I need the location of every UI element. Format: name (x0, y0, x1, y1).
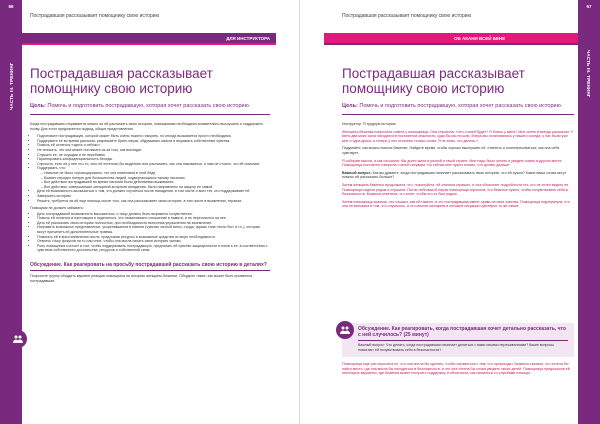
right-discussion-title: Обсуждение. Как реагировать, когда пострадавшая хочет детально рассказать, что с ней случилось? (25 минут) (358, 326, 566, 338)
right-band-stripe (324, 43, 578, 45)
right-instructor-line: Инструктор. Я трудную историю. (342, 122, 397, 126)
left-side-label: ЧАСТЬ III. ТРЕНИНГ (9, 62, 14, 110)
right-section-band (324, 33, 578, 43)
list-item: • Завершить историю. (37, 194, 270, 199)
left-goal (30, 103, 270, 110)
left-section-band (22, 33, 276, 43)
right-closing-text (342, 362, 574, 376)
list-item: • Исправить возможное представление, укоренившееся в памяти (чувство личной вины, стыда, фразы типа «если бы» и т.п.), которые могут причинить ей дополнительные травмы. (37, 225, 270, 234)
list-item: • Поддержите её во время рассказа; разрешайте брать паузы, обдумывать мысли и выражать собственные чувства. (37, 139, 270, 144)
left-side-strip (0, 0, 22, 424)
right-band-label: ОБ АКАНИ ВСЕЙ БЕНЕ (454, 35, 506, 41)
list-item: • Дать ей возможность высказаться о том, что должно случиться после нападения, в том числе о всех тех, кто поддерживает её. (37, 189, 270, 194)
left-sub-list (37, 171, 270, 189)
right-goal (342, 103, 574, 110)
left-discussion (30, 262, 270, 283)
right-paragraph: Я собираю мысли, и как слышала. Мы долго жили в разной и такой стране. Мне надо было уехать и увидеть жизнь в другом месте. Помощница постоянно говорила о моей ситуации. Но сейчас мне нужно понять, что делать дальше. (342, 158, 563, 168)
list-item: • Дать ей рассказать свою историю полностью, при необходимости выполнив упражнения на заземление. (37, 221, 270, 226)
list-item: • Поддержать, что: – Насилие не было спровоцировано, что она невиновна в этой беде. – Бывает нередко потерю для большинства людей, подвергающихся такому насилию. – Все действия пострадавшей во время насилия были действиями выживания. – Все действия, совершаемые женщиной во время нападения, были направлены на защиту ее самой. (37, 166, 270, 189)
right-goal-divider (342, 114, 574, 115)
left-band-stripe (22, 43, 276, 45)
left-discussion-text: Попросите группу обсудить вариант реакции помощника на историю женщины-беженки. Обсудите также, как может быть проявлена пострадавшая. (30, 274, 253, 283)
list-item: • Помочь ей остаться в настоящем и поделиться, что немаловажно отношение в памяти, а не переносится на нее. (37, 216, 270, 221)
right-paragraph: Подумайте, как можно помочь беженке. Найдите время, чтобы хорошо выслушать её, ответить и поинтересоваться, как она себя чувствует. (342, 146, 560, 155)
left-subheading: Помощник не должен забывать: (30, 206, 84, 211)
right-side-strip (578, 0, 600, 424)
list-item: • Дать пострадавшей возможность высказаться, и лицо должно быть выражено сочувственно. (37, 212, 270, 217)
list-item: • Помочь ей остаться «здесь и сейчас». (37, 143, 270, 148)
left-discussion-title: Обсуждение. Как реагировать на просьбу пострадавшей рассказать свою историю в деталях? (30, 262, 267, 269)
left-intro: Когда пострадавшая открывается можно ли ей рассказать свою историю, помощникам необходимо внимательно выслушать и поддержать почву. Для этого предлагается подход, общие представления: (30, 122, 263, 131)
right-discussion-divider (358, 340, 568, 341)
list-item: – Бывает нередко потерю для большинства людей, подвергающихся такому насилию. (44, 176, 270, 181)
right-paragraph: Женщина-беженка попросила совета у помощницы. Она спросила: «Что с моей будет? Я боюсь у меня? Мне очень и всегда рассказал. У меня два моих сына находятся в постоянной опасности, куда бы мы ни шли. Вчера мы остановились у нашего соседа, у нас были уже мне и одна дочка, а теперь у них остались только слова. Я не знаю, что делать.» (342, 129, 574, 143)
list-item: – Насилие не было спровоцировано, что она невиновна в этой беде. (44, 171, 270, 176)
left-page-title: Пострадавшая рассказывает помощнику свою историю (30, 66, 213, 96)
right-content (342, 66, 574, 212)
list-item: – Все действия, совершаемые женщиной во время нападения, были направлены на защиту ее самой. (44, 185, 270, 190)
right-discussion-text: Важный вопрос: Что делать, когда пострадавшая начинает делиться с вами своими переживаниями? Какие вопросы помогают ей почувствовать себя в безопасности? (358, 343, 554, 352)
left-goal-divider (30, 114, 270, 115)
list-item: • Отвлечь точку фокусов на то или иное, чтобы она могла начать свою историю заново. (37, 239, 270, 244)
right-paragraph: Помощница еще раз спросила ее, что она могла бы сделать, чтобы справиться с тем, что происходит. Беженка сказала, что хотела бы найти место, где она могла бы находиться в безопасности, и что она хотела бы снова увидеть своих детей. Помощница предложила ей некоторые варианты, где беженка может получить поддержку, и объяснила, как связаться со службами помощи. (342, 362, 570, 376)
right-page-number: 67 (586, 4, 592, 9)
right-discussion-box (342, 323, 574, 357)
right-running-title: Пострадавшая рассказывает помощнику свою историю (342, 13, 472, 19)
list-item: • Спросить, есть ли у нее что-то, чего ей хотелось бы выделить или рассказать, как она называется, и нам не стоило, что ей помогает. (37, 162, 270, 167)
list-item: – Все действия пострадавшей во время насилия были действиями выживания. (44, 180, 270, 185)
people-icon (9, 330, 27, 348)
left-band-label: ДЛЯ ИНСТРУКТОРА (226, 35, 270, 41)
list-item: • Подготовьте пострадавшую, которой может быть очень тяжело говорить, но иногда вызывается просто необходимо. (37, 134, 270, 139)
left-goal-text: Помочь и подготовить пострадавшую, которая хочет рассказать свою историю. (45, 103, 251, 109)
right-side-label: ЧАСТЬ III. ТРЕНИНГ (586, 50, 591, 98)
right-page-title: Пострадавшая рассказывает помощнику свою историю (342, 66, 525, 96)
right-goal-text: Помочь и подготовить пострадавшую, которая хочет рассказать свою историю. (357, 103, 563, 109)
list-item: • Помогать ей в восстановлении после, предложив ресурсы и возможные средства по мере необходимости. (37, 235, 270, 240)
left-running-title: Пострадавшая рассказывает помощнику свою историю (30, 13, 160, 19)
left-discussion-divider (30, 270, 270, 271)
left-bullet-list-2 (30, 212, 270, 253)
list-item: • Роль помощника состоит в том, чтобы поддерживать пострадавшую, предлагать ей чувство защищенности и понять ее, в соответствии с чувством собственного достоинства, ресурсов и собственной силы. (37, 244, 270, 253)
list-item: • Решить, требуется ли ей еще помощь после того, как она рассказывает свою историю, в том числе в выявлении, терапии. (37, 199, 270, 204)
left-page-number: 66 (8, 4, 14, 9)
list-item: • Не спешить, что она может поплакать из-за того, как выглядит. (37, 148, 270, 153)
left-goal-label: Цель: (30, 103, 46, 109)
right-paragraph: Затем женщина-беженка продолжила, что, пожалуйста, ей сначала страшно, и она объясняет подробности тех, кто не хотел видеть ее. Помощница сидела рядом и слушала. После небольшой паузы помощница спросила, что беженке нужно, чтобы почувствовать себя в безопасности. Беженка ответила, что хочет, чтобы кто-то был рядом. (342, 182, 570, 197)
right-page (300, 0, 600, 424)
left-content (30, 66, 270, 283)
people-icon (336, 321, 354, 339)
right-paragraph: Затем помощница сказала, что слышит, как ей тяжело, и что пострадавшая имеет право на свои чувства. Помощница подчеркнула, что она не виновата в том, что случилось, и что многие женщины в похожей ситуации чувствуют то же самое. (342, 199, 570, 209)
right-goal-label: Цель: (342, 103, 358, 109)
right-highlight: Важный вопрос: Как вы думаете, когда пострадавшая начинает рассказывать свою историю, что ей нужно? Какие ваши слова могут помочь ей рассказать больше? (342, 170, 567, 180)
list-item: • Слушать ее, не осуждая и не перебивая. (37, 153, 270, 158)
list-item: • Гарантировать конфиденциальность беседы. (37, 157, 270, 162)
left-bullet-list (30, 134, 270, 203)
